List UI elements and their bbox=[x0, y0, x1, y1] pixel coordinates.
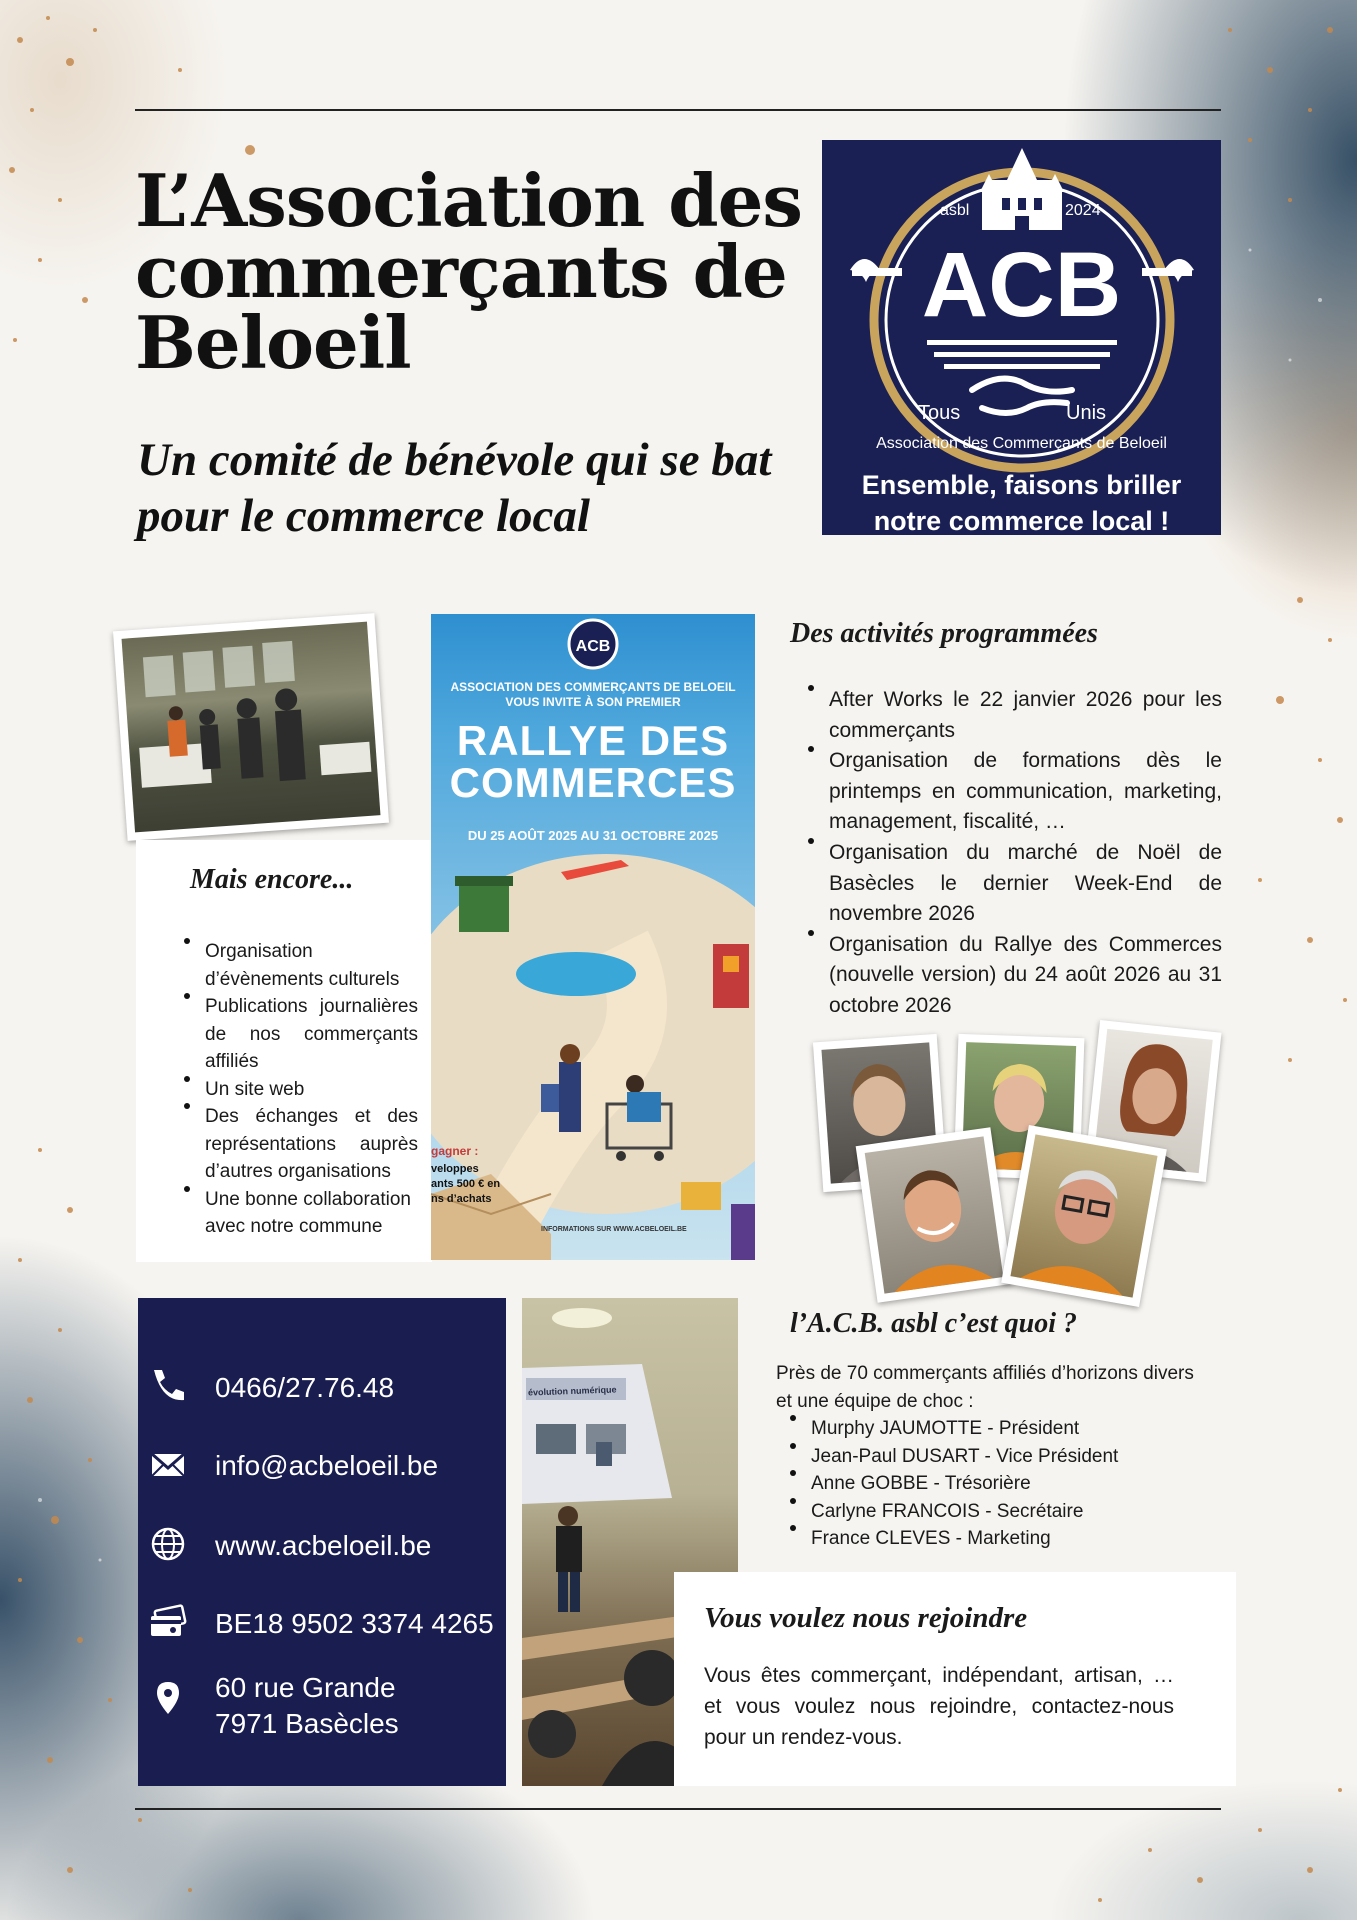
list-item: Murphy JAUMOTTE - Président bbox=[784, 1415, 1224, 1443]
poster-info: INFORMATIONS SUR WWW.ACBELOEIL.BE bbox=[541, 1226, 687, 1233]
contact-website[interactable] bbox=[138, 1514, 506, 1574]
bottom-divider bbox=[135, 1808, 1221, 1810]
logo-org-name: Association des Commerçants de Beloeil bbox=[876, 435, 1167, 452]
contact-address bbox=[138, 1668, 506, 1752]
list-item: Organisation du marché de Noël de Basècles le dernier Week-End de novembre 2026 bbox=[802, 838, 1222, 930]
activities-list bbox=[802, 685, 1222, 1022]
join-heading: Vous voulez nous rejoindre bbox=[704, 1602, 1028, 1634]
list-item: Des échanges et des représentations auprès d’autres organisations bbox=[178, 1103, 418, 1186]
poster-prize-3: ants 500 € en bbox=[431, 1178, 501, 1190]
poster-invite-1: ASSOCIATION DES COMMERÇANTS DE BELOEIL bbox=[450, 680, 736, 694]
about-intro bbox=[776, 1360, 1194, 1416]
activities-heading: Des activités programmées bbox=[790, 618, 1098, 649]
envelope-icon bbox=[148, 1444, 188, 1484]
contact-box bbox=[138, 1298, 506, 1786]
join-card bbox=[674, 1572, 1236, 1786]
list-item: France CLEVES - Marketing bbox=[784, 1525, 1224, 1553]
address-line-2: 7971 Basècles bbox=[215, 1708, 399, 1739]
mais-encore-list bbox=[178, 938, 418, 1241]
page-title: L’Association des commerçants de Beloeil bbox=[135, 158, 802, 385]
credit-card-icon bbox=[148, 1602, 188, 1642]
contact-email[interactable] bbox=[138, 1434, 506, 1494]
list-item: Organisation de formations dès le printemps en communication, marketing, management, fiscalité, … bbox=[802, 746, 1222, 838]
list-item: Anne GOBBE - Trésorière bbox=[784, 1470, 1224, 1498]
contact-bank bbox=[138, 1592, 506, 1652]
team-members-list bbox=[784, 1415, 1224, 1553]
list-item: Jean-Paul DUSART - Vice Président bbox=[784, 1443, 1224, 1471]
location-pin-icon bbox=[148, 1678, 188, 1718]
address-line-1: 60 rue Grande bbox=[215, 1672, 396, 1703]
list-item: Carlyne FRANCOIS - Secrétaire bbox=[784, 1498, 1224, 1526]
acb-logo bbox=[822, 140, 1221, 535]
phone-icon bbox=[148, 1366, 188, 1406]
logo-tous: Tous bbox=[918, 402, 961, 424]
screen-text: évolution numérique bbox=[527, 1384, 617, 1398]
join-text: Vous êtes commerçant, indépendant, artisan, … et vous voulez nous rejoindre, contactez-nous pour un rendez-vous. bbox=[704, 1664, 1174, 1749]
list-item: Publications journalières de nos commerçants affiliés bbox=[178, 993, 418, 1076]
about-heading: l’A.C.B. asbl c’est quoi ? bbox=[790, 1308, 1078, 1339]
mais-encore-card bbox=[136, 840, 432, 1262]
poster-title-1: RALLYE DES bbox=[456, 717, 730, 764]
rallye-poster bbox=[431, 614, 755, 1260]
website-url: www.acbeloeil.be bbox=[215, 1530, 432, 1561]
iban: BE18 9502 3374 4265 bbox=[215, 1608, 494, 1639]
globe-icon bbox=[148, 1524, 188, 1564]
list-item: Organisation d’évènements culturels bbox=[178, 938, 418, 993]
logo-tagline-2: notre commerce local ! bbox=[873, 506, 1170, 535]
list-item: Une bonne collaboration avec notre commune bbox=[178, 1186, 418, 1241]
poster-dates: DU 25 AOÛT 2025 AU 31 OCTOBRE 2025 bbox=[467, 828, 719, 843]
logo-tagline-1: Ensemble, faisons briller bbox=[861, 470, 1182, 500]
page-subtitle: Un comité de bénévole qui se bat pour le commerce local bbox=[137, 434, 772, 542]
list-item: After Works le 22 janvier 2026 pour les commerçants bbox=[802, 685, 1222, 746]
poster-prize-4: ns d’achats bbox=[431, 1193, 492, 1205]
poster-invite-2: VOUS INVITE À SON PREMIER bbox=[505, 695, 681, 709]
about-intro-line-1: Près de 70 commerçants affiliés d’horizons divers bbox=[776, 1363, 1194, 1384]
phone-number: 0466/27.76.48 bbox=[215, 1372, 395, 1403]
list-item: Un site web bbox=[178, 1076, 418, 1104]
poster-illustration bbox=[431, 614, 755, 1260]
list-item: Organisation du Rallye des Commerces (nouvelle version) du 24 août 2026 au 31 octobre 2026 bbox=[802, 930, 1222, 1022]
about-intro-line-2: et une équipe de choc : bbox=[776, 1391, 974, 1412]
logo-initials: ACB bbox=[921, 234, 1122, 336]
contact-phone[interactable] bbox=[138, 1356, 506, 1416]
logo-year: 2024 bbox=[1065, 202, 1101, 219]
top-divider bbox=[135, 109, 1221, 111]
logo-unis: Unis bbox=[1066, 402, 1107, 424]
poster-prize-1: gagner : bbox=[431, 1144, 479, 1158]
poster-title-2: COMMERCES bbox=[449, 759, 737, 806]
email-address: info@acbeloeil.be bbox=[215, 1450, 439, 1481]
portrait-photo bbox=[1001, 1125, 1167, 1307]
svg-text:ACB: ACB bbox=[575, 638, 611, 655]
portrait-photo bbox=[856, 1127, 1013, 1302]
logo-asbl: asbl bbox=[940, 202, 970, 219]
event-photo bbox=[113, 613, 389, 841]
poster-prize-2: veloppes bbox=[431, 1163, 479, 1175]
mais-encore-heading: Mais encore... bbox=[190, 864, 354, 895]
